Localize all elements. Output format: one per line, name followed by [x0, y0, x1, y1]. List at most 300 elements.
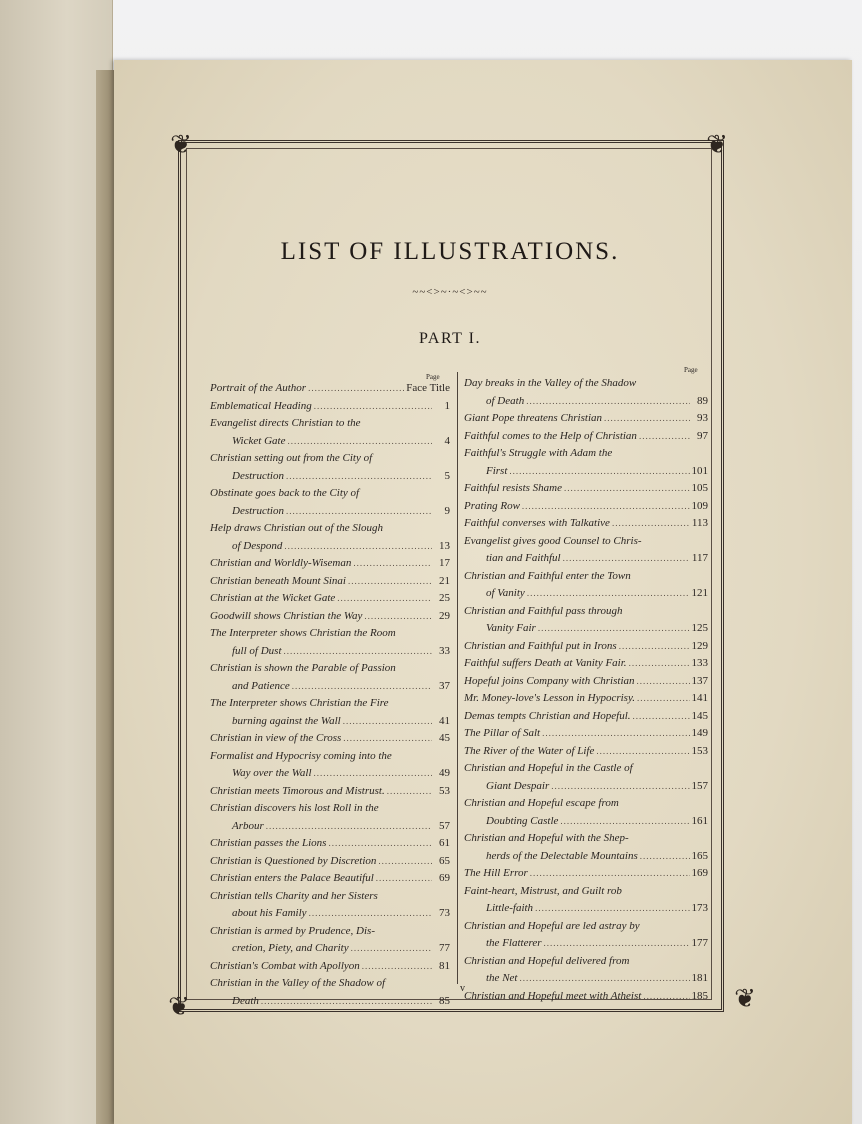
list-item: [210, 783, 450, 801]
list-item: [464, 410, 708, 428]
page-number: 41: [439, 714, 450, 727]
list-item-line: [464, 865, 708, 883]
leader-dots: [596, 743, 689, 761]
list-item-line: [464, 708, 708, 726]
leader-dots: [292, 678, 432, 696]
list-item: [210, 590, 450, 608]
illustration-title: Hopeful joins Company with Christian: [464, 674, 635, 687]
page-number: 53: [439, 784, 450, 797]
leader-dots: [353, 555, 432, 573]
leader-dots: [364, 608, 432, 626]
illustration-title: Evangelist directs Christian to the: [210, 417, 361, 429]
illustration-title: Obstinate goes back to the City of: [210, 487, 360, 499]
leader-dots: [362, 958, 432, 976]
page-number: 1: [444, 399, 450, 412]
list-item-line: [210, 678, 450, 696]
page-number: 157: [691, 779, 708, 792]
leader-dots: [637, 673, 690, 691]
list-item-line: [464, 795, 708, 813]
page-number: 121: [691, 587, 708, 599]
illustration-title: Christian and Hopeful meet with Atheist: [464, 989, 642, 1002]
list-item-line: [464, 550, 708, 568]
illustration-title: Faithful's Struggle with Adam the: [464, 447, 613, 459]
list-item-line: [210, 380, 450, 398]
page-number: 85: [439, 994, 450, 1007]
illustration-title: Christian enters the Palace Beautiful: [210, 872, 374, 884]
illustration-title: Christian and Hopeful in the Castle of: [464, 762, 633, 774]
page-number: 133: [691, 657, 708, 669]
page-number: 105: [691, 482, 708, 494]
page-number: Face Title: [406, 382, 450, 394]
page-number: 65: [439, 854, 450, 867]
leader-dots: [284, 643, 432, 661]
leader-dots: [563, 550, 690, 568]
list-item-line: [210, 520, 450, 538]
leader-dots: [286, 503, 432, 521]
illustration-title: Arbour: [232, 819, 264, 832]
list-item-line: [210, 870, 450, 888]
page-number: 49: [439, 767, 450, 779]
leader-dots: [604, 410, 690, 428]
page-number: 145: [691, 709, 708, 722]
illustration-title: cretion, Piety, and Charity: [232, 942, 349, 954]
page-number: 153: [691, 744, 708, 757]
list-item-line: [210, 625, 450, 643]
illustration-title: the Flatterer: [486, 937, 542, 949]
illustration-title: Portrait of the Author: [210, 382, 307, 394]
illustration-title: Christian is shown the Parable of Passion: [210, 662, 396, 674]
list-item-line: [464, 900, 708, 918]
list-item: [464, 743, 708, 761]
illustration-title: Vanity Fair: [486, 622, 536, 634]
leader-dots: [328, 835, 432, 853]
title-ornament: ~~<>~·~<>~~: [412, 286, 488, 298]
illustration-title: Faithful converses with Talkative: [464, 517, 610, 529]
page-number: 185: [691, 989, 708, 1002]
page-number: 33: [439, 644, 450, 657]
list-item-line: [464, 463, 708, 481]
list-item-line: [464, 480, 708, 498]
list-item-line: [210, 853, 450, 871]
illustration-title: Christian discovers his lost Roll in the: [210, 802, 379, 814]
page-number: 129: [691, 639, 708, 652]
list-item-line: [464, 410, 708, 428]
list-item: [464, 690, 708, 708]
list-item: [210, 608, 450, 626]
list-item: [464, 795, 708, 830]
leader-dots: [376, 870, 432, 888]
illustration-title: Christian in the Valley of the Shadow of: [210, 977, 386, 989]
list-item-line: [210, 765, 450, 783]
list-item: [210, 800, 450, 835]
list-item-line: [464, 813, 708, 831]
list-item: [210, 660, 450, 695]
page-number: 169: [691, 867, 708, 879]
illustration-title: Prating Row: [464, 499, 520, 512]
list-item: [210, 380, 450, 398]
leader-dots: [551, 778, 689, 796]
leader-dots: [612, 515, 690, 533]
list-item-line: [210, 468, 450, 486]
leader-dots: [284, 538, 432, 556]
list-item: [210, 870, 450, 888]
illustration-title: herds of the Delectable Mountains: [486, 849, 638, 862]
list-item: [464, 655, 708, 673]
illustration-title: The River of the Water of Life: [464, 744, 595, 757]
page-number: 141: [691, 692, 708, 704]
leader-dots: [314, 398, 432, 416]
illustration-title: Faint-heart, Mistrust, and Guilt rob: [464, 884, 622, 897]
illustration-title: Christian is armed by Prudence, Dis-: [210, 924, 375, 937]
list-item-line: [464, 690, 708, 708]
illustration-title: Christian tells Charity and her Sisters: [210, 889, 378, 902]
illustration-title: Faithful comes to the Help of Christian: [464, 429, 637, 442]
illustration-title: Christian and Faithful put in Irons: [464, 639, 617, 652]
list-item-line: [210, 888, 450, 906]
page-number: 77: [439, 942, 450, 954]
illustration-title: of Despond: [232, 539, 283, 552]
list-item-line: [464, 603, 708, 621]
illustration-title: Christian meets Timorous and Mistrust.: [210, 784, 385, 797]
page-number: 137: [691, 674, 708, 687]
illustration-title: of Death: [486, 394, 525, 407]
leader-dots: [309, 905, 432, 923]
illustration-title: Faithful resists Shame: [464, 482, 562, 494]
corner-ornament-icon: ❦: [706, 130, 728, 159]
page-column-header: Page: [684, 366, 698, 374]
leader-dots: [544, 935, 690, 953]
leader-dots: [348, 573, 432, 591]
illustration-title: full of Dust: [232, 644, 282, 657]
leader-dots: [261, 993, 432, 1011]
illustration-title: Wicket Gate: [232, 434, 286, 447]
list-item: [210, 415, 450, 450]
illustration-title: Christian at the Wicket Gate: [210, 592, 336, 604]
list-item-line: [210, 503, 450, 521]
leader-dots: [530, 865, 690, 883]
list-item-line: [210, 713, 450, 731]
leader-dots: [522, 498, 690, 516]
illustration-title: Christian's Combat with Apollyon: [210, 959, 360, 972]
illustration-title: Christian and Hopeful with the Shep-: [464, 832, 629, 844]
list-item: [210, 730, 450, 748]
list-item-line: [210, 555, 450, 573]
illustration-title: First: [486, 464, 508, 477]
leader-dots: [542, 725, 689, 743]
list-item-line: [210, 590, 450, 608]
illustration-title: Doubting Castle: [486, 814, 559, 827]
list-item: [210, 853, 450, 871]
illustration-title: Christian and Faithful enter the Town: [464, 569, 631, 582]
page-number: 93: [697, 412, 708, 424]
list-item: [210, 888, 450, 923]
page-number: 181: [691, 972, 708, 984]
list-item-line: [210, 923, 450, 941]
page-number: 9: [444, 504, 450, 517]
leader-dots: [527, 585, 690, 603]
illustration-title: Faithful suffers Death at Vanity Fair.: [464, 657, 627, 669]
page-number: 165: [691, 849, 708, 862]
page-number: 29: [439, 609, 450, 622]
leader-dots: [387, 783, 432, 801]
list-item: [464, 725, 708, 743]
illustrations-list-right: [464, 375, 708, 1005]
page-number: 81: [439, 959, 450, 972]
list-item: [464, 708, 708, 726]
page-number: 37: [439, 679, 450, 692]
list-item: [464, 480, 708, 498]
list-item-line: [464, 393, 708, 411]
list-item-line: [464, 620, 708, 638]
list-item-line: [464, 533, 708, 551]
illustration-title: The Hill Error: [464, 867, 528, 879]
leader-dots: [639, 428, 690, 446]
page-number: 109: [691, 499, 708, 512]
list-item-line: [464, 848, 708, 866]
leader-dots: [564, 480, 690, 498]
leader-dots: [619, 638, 690, 656]
list-item-line: [210, 433, 450, 451]
page-column-header: Page: [426, 373, 440, 381]
list-item-line: [464, 445, 708, 463]
list-item-line: [464, 375, 708, 393]
list-item: [210, 573, 450, 591]
list-item-line: [464, 778, 708, 796]
page-number: 57: [439, 819, 450, 832]
list-item-line: [464, 585, 708, 603]
page-folio: v: [460, 983, 465, 994]
list-item: [210, 520, 450, 555]
page-number: 117: [691, 552, 708, 564]
illustration-title: Christian beneath Mount Sinai: [210, 574, 346, 587]
illustration-title: Christian and Hopeful escape from: [464, 797, 619, 809]
page-number: 21: [439, 574, 450, 587]
illustration-title: Evangelist gives good Counsel to Chris-: [464, 534, 642, 547]
list-item: [464, 865, 708, 883]
list-item-line: [464, 673, 708, 691]
list-item-line: [210, 800, 450, 818]
list-item-line: [210, 835, 450, 853]
illustration-title: about his Family: [232, 907, 307, 919]
list-item: [210, 625, 450, 660]
leader-dots: [343, 730, 432, 748]
list-item-line: [210, 940, 450, 958]
list-item: [464, 760, 708, 795]
illustration-title: Little-faith: [486, 902, 534, 914]
list-item-line: [464, 515, 708, 533]
illustration-title: Way over the Wall: [232, 767, 312, 779]
illustration-title: Giant Pope threatens Christian: [464, 412, 603, 424]
list-item-line: [210, 573, 450, 591]
list-item-line: [210, 783, 450, 801]
illustration-title: Goodwill shows Christian the Way: [210, 609, 363, 622]
illustration-title: Christian and Worldly-Wiseman: [210, 557, 352, 569]
list-item-line: [210, 958, 450, 976]
illustration-title: Christian is Questioned by Discretion: [210, 854, 377, 867]
illustration-title: Christian and Hopeful are led astray by: [464, 919, 640, 932]
illustration-title: tian and Faithful: [486, 552, 561, 564]
page-number: 89: [697, 394, 708, 407]
leader-dots: [509, 463, 689, 481]
leader-dots: [314, 765, 432, 783]
page-number: 125: [691, 622, 708, 634]
leader-dots: [343, 713, 432, 731]
page-number: 69: [439, 872, 450, 884]
corner-ornament-icon: ❦: [734, 984, 756, 1013]
list-item-line: [210, 643, 450, 661]
illustration-title: Christian setting out from the City of: [210, 452, 373, 464]
list-item-line: [210, 538, 450, 556]
leader-dots: [633, 708, 690, 726]
leader-dots: [560, 813, 689, 831]
list-item: [464, 375, 708, 410]
list-item-line: [464, 638, 708, 656]
list-item-line: [210, 450, 450, 468]
leader-dots: [640, 848, 690, 866]
list-item-line: [210, 993, 450, 1011]
column-divider: [457, 372, 458, 984]
illustration-title: The Interpreter shows Christian the Fire: [210, 697, 389, 709]
page-number: 17: [439, 557, 450, 569]
list-item-line: [464, 655, 708, 673]
illustration-title: Demas tempts Christian and Hopeful.: [464, 709, 631, 722]
list-item-line: [464, 935, 708, 953]
page-number: 161: [691, 814, 708, 827]
list-item-line: [210, 660, 450, 678]
list-item: [210, 485, 450, 520]
list-item: [464, 883, 708, 918]
page-number: 73: [439, 907, 450, 919]
list-item-line: [210, 748, 450, 766]
list-item-line: [210, 608, 450, 626]
page-number: 113: [691, 517, 708, 529]
list-item-line: [464, 743, 708, 761]
list-item-line: [464, 988, 708, 1006]
list-item-line: [464, 970, 708, 988]
illustration-title: of Vanity: [486, 587, 525, 599]
corner-ornament-icon: ❦: [168, 992, 190, 1021]
list-item: [464, 445, 708, 480]
leader-dots: [637, 690, 690, 708]
list-item: [464, 603, 708, 638]
list-item: [464, 638, 708, 656]
illustration-title: Christian in view of the Cross: [210, 732, 342, 744]
list-item: [464, 568, 708, 603]
list-item: [464, 515, 708, 533]
leader-dots: [378, 853, 432, 871]
list-item: [464, 953, 708, 988]
illustration-title: the Net: [486, 972, 518, 984]
page-number: 173: [691, 902, 708, 914]
list-item: [210, 835, 450, 853]
illustrations-list-left: [210, 380, 450, 1010]
list-item: [464, 830, 708, 865]
list-item-line: [210, 975, 450, 993]
list-item-line: [464, 428, 708, 446]
corner-ornament-icon: ❦: [170, 130, 192, 159]
leader-dots: [519, 970, 689, 988]
list-item: [210, 923, 450, 958]
illustration-title: Day breaks in the Valley of the Shadow: [464, 377, 637, 389]
page-number: 177: [691, 937, 708, 949]
page-number: 4: [444, 434, 450, 447]
page-number: 5: [444, 469, 450, 482]
illustration-title: Giant Despair: [486, 779, 550, 792]
list-item: [210, 450, 450, 485]
list-item: [210, 975, 450, 1010]
illustration-title: Help draws Christian out of the Slough: [210, 522, 383, 534]
page-number: 61: [439, 837, 450, 849]
list-item: [210, 555, 450, 573]
page-number: 25: [439, 592, 450, 604]
part-heading: PART I.: [418, 330, 481, 347]
list-item-line: [210, 485, 450, 503]
leader-dots: [351, 940, 432, 958]
illustration-title: The Pillar of Salt: [464, 727, 541, 739]
page-number: 101: [691, 464, 708, 477]
page-title: LIST OF ILLUSTRATIONS.: [280, 238, 620, 265]
illustration-title: Destruction: [232, 504, 284, 517]
list-item-line: [464, 953, 708, 971]
list-item-line: [210, 730, 450, 748]
illustration-title: The Interpreter shows Christian the Room: [210, 627, 396, 639]
list-item: [464, 988, 708, 1006]
leader-dots: [266, 818, 432, 836]
list-item: [464, 428, 708, 446]
list-item-line: [464, 883, 708, 901]
leader-dots: [287, 433, 432, 451]
list-item-line: [464, 918, 708, 936]
illustration-title: Mr. Money-love's Lesson in Hypocrisy.: [464, 692, 635, 704]
list-item: [210, 958, 450, 976]
illustration-title: Christian and Hopeful delivered from: [464, 954, 630, 967]
illustration-title: Formalist and Hypocrisy coming into the: [210, 749, 392, 762]
leader-dots: [629, 655, 690, 673]
list-item-line: [464, 725, 708, 743]
list-item: [464, 533, 708, 568]
leader-dots: [526, 393, 690, 411]
list-item-line: [210, 905, 450, 923]
list-item-line: [210, 695, 450, 713]
page-number: 149: [691, 727, 708, 739]
illustration-title: Christian and Faithful pass through: [464, 604, 623, 617]
list-item: [464, 673, 708, 691]
leader-dots: [643, 988, 689, 1006]
illustration-title: Death: [232, 994, 259, 1007]
list-item: [464, 918, 708, 953]
leader-dots: [308, 380, 404, 398]
list-item: [210, 398, 450, 416]
page-number: 97: [697, 429, 708, 442]
list-item-line: [464, 498, 708, 516]
illustration-title: Christian passes the Lions: [210, 837, 327, 849]
illustration-title: Emblematical Heading: [210, 399, 312, 412]
illustration-title: burning against the Wall: [232, 714, 341, 727]
page-number: 13: [439, 539, 450, 552]
page-number: 45: [439, 732, 450, 744]
leader-dots: [337, 590, 432, 608]
illustration-title: Destruction: [232, 469, 284, 482]
list-item-line: [210, 415, 450, 433]
leader-dots: [286, 468, 432, 486]
list-item: [464, 498, 708, 516]
list-item-line: [210, 398, 450, 416]
list-item-line: [210, 818, 450, 836]
leader-dots: [535, 900, 689, 918]
list-item-line: [464, 568, 708, 586]
illustration-title: and Patience: [232, 679, 290, 692]
list-item: [210, 695, 450, 730]
